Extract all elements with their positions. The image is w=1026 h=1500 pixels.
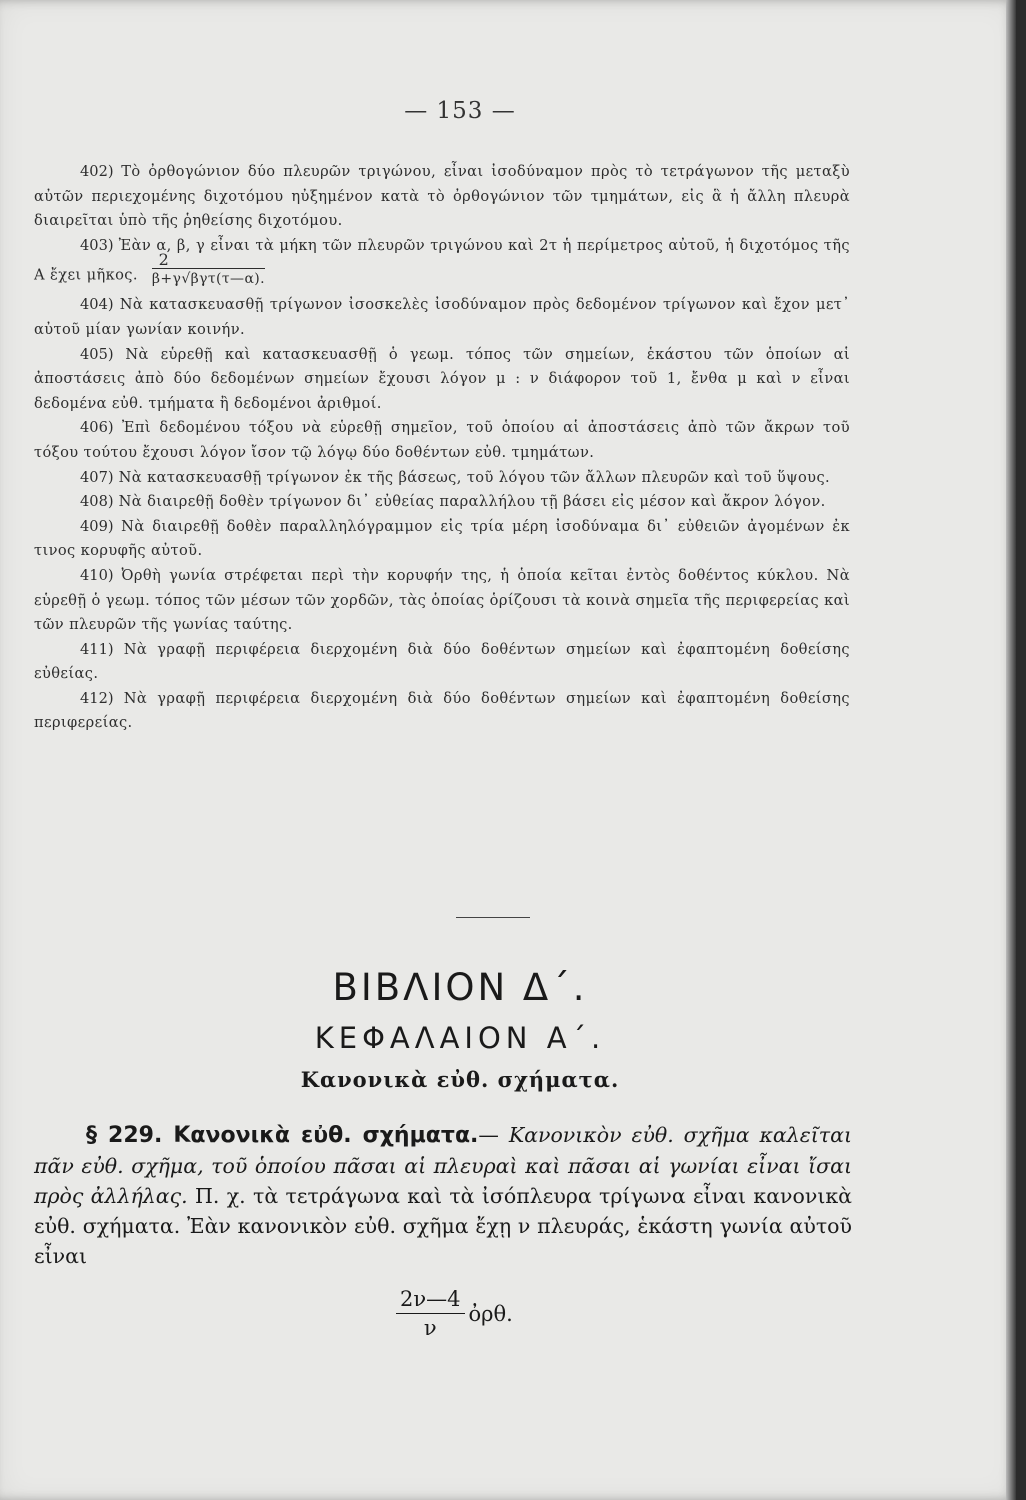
- exercise-403: [34, 234, 850, 294]
- exercise-number: 409): [80, 517, 114, 535]
- section-text: Π. χ. τὰ τετράγωνα καὶ τὰ ἰσόπλευρα τρίγωνα εἶναι κανονικὰ εὐθ. σχήματα. Ἐὰν κανονικὸν εὐθ. σχῆμα ἔχῃ ν πλευράς, ἑκάστη γωνία αὐτοῦ εἶναι: [34, 1184, 853, 1268]
- angle-formula-numerator: 2ν—4: [396, 1287, 465, 1314]
- exercise-text: Νὰ γραφῇ περιφέρεια διερχομένη διὰ δύο δοθέντων σημείων καὶ ἐφαπτομένη δοθείσης εὐθείας.: [34, 640, 850, 683]
- exercise-408: [34, 490, 850, 515]
- exercise-411: [34, 638, 850, 687]
- section-heading: § 229. Κανονικὰ εὐθ. σχήματα.: [86, 1123, 479, 1148]
- exercise-number: 405): [80, 345, 114, 363]
- bisector-length-formula: [152, 252, 265, 287]
- exercise-text: Νὰ κατασκευασθῇ τρίγωνον ἐκ τῆς βάσεως, τοῦ λόγου τῶν ἄλλων πλευρῶν καὶ τοῦ ὕψους.: [118, 468, 831, 486]
- exercise-412: [34, 687, 850, 736]
- book-title: ΒΙΒΛΙΟΝ Δ΄.: [332, 966, 588, 1009]
- page-edge-shadow: [1006, 0, 1016, 1500]
- exercise-407: [34, 466, 850, 491]
- section-229: [34, 1120, 852, 1271]
- exercise-number: 403): [80, 236, 114, 254]
- exercise-text: Τὸ ὀρθογώνιον δύο πλευρῶν τριγώνου, εἶναι ἰσοδύναμον πρὸς τὸ τετράγωνον τῆς μεταξὺ αὐτῶν περιεχομένης διχοτόμου ηὐξημένον κατὰ τὸ ὀρθογώνιον τῶν τμημάτων, εἰς ἃ ἡ ἄλλη πλευρὰ διαιρεῖται ὑπὸ τῆς ῥηθείσης διχοτόμου.: [34, 163, 850, 230]
- exercise-text: Νὰ διαιρεθῇ δοθὲν παραλληλόγραμμον εἰς τρία μέρη ἰσοδύναμα δι᾽ εὐθειῶν ἀγομένων ἐκ τινος κορυφῆς αὐτοῦ.: [34, 517, 850, 560]
- exercise-number: 407): [80, 468, 114, 486]
- exercise-number: 402): [80, 163, 114, 180]
- exercise-402: [34, 160, 850, 234]
- section-definition: Κανονικὸν εὐθ. σχῆμα καλεῖται πᾶν εὐθ. σχῆμα, τοῦ ὁποίου πᾶσαι αἱ πλευραὶ καὶ πᾶσαι αἱ γωνίαι εἶναι ἴσαι πρὸς ἀλλήλας.: [34, 1123, 852, 1208]
- exercise-list: [34, 160, 850, 736]
- exercise-406: [34, 416, 850, 465]
- exercise-text: Ὀρθὴ γωνία στρέφεται περὶ τὴν κορυφήν της, ἡ ὁποία κεῖται ἐντὸς δοθέντος κύκλου. Νὰ εὑρεθῇ ὁ γεωμ. τόπος τῶν μέσων τῶν χορδῶν, τὰς ὁποίας ὁρίζουσι τὰ κοινὰ σημεῖα τῆς περιφερείας καὶ τῶν πλευρῶν τῆς γωνίας ταύτης.: [34, 566, 850, 634]
- chapter-title: ΚΕΦΑΛΑΙΟΝ Α΄.: [314, 1021, 606, 1055]
- exercise-number: 404): [80, 296, 114, 314]
- formula-denominator: β+γ√βγτ(τ—α).: [152, 268, 265, 287]
- exercise-number: 406): [80, 419, 114, 437]
- exercise-number: 410): [80, 566, 114, 584]
- exercise-404: [34, 293, 850, 342]
- section-paragraph: [34, 1120, 852, 1271]
- angle-formula-unit: ὀρθ.: [468, 1301, 513, 1326]
- angle-formula-denominator: ν: [423, 1316, 437, 1340]
- formula-numerator: 2: [158, 250, 170, 270]
- exercise-text: Νὰ κατασκευασθῇ τρίγωνον ἰσοσκελὲς ἰσοδύναμον πρὸς δεδομένον τρίγωνον καὶ ἔχον μετ᾽ αὐτοῦ μίαν γωνίαν κοινήν.: [34, 296, 850, 338]
- exercise-text: Ἐπὶ δεδομένου τόξου νὰ εὑρεθῇ σημεῖον, τοῦ ὁποίου αἱ ἀποστάσεις ἀπὸ τῶν ἄκρων τοῦ τόξου τούτου ἔχουσι λόγον ἴσον τῷ λόγῳ δύο δοθέντων εὐθ. τμημάτων.: [34, 419, 850, 461]
- exercise-text: Νὰ εὑρεθῇ καὶ κατασκευασθῇ ὁ γεωμ. τόπος τῶν σημείων, ἑκάστου τῶν ὁποίων αἱ ἀποστάσεις ἀπὸ δύο δεδομένων σημείων ἔχουσι λόγον μ : ν διάφορον τοῦ 1, ἔνθα μ καὶ ν εἶναι δεδομένα εὐθ. τμήματα ἢ δεδομένοι ἀριθμοί.: [34, 345, 851, 412]
- exercise-number: 412): [80, 689, 114, 707]
- exercise-410: [34, 564, 850, 638]
- exercise-409: [34, 515, 850, 564]
- exercise-405: [34, 343, 850, 417]
- section-divider: [456, 917, 530, 918]
- angle-formula: [396, 1287, 513, 1340]
- exercise-number: 411): [80, 640, 114, 658]
- exercise-text: Νὰ διαιρεθῇ δοθὲν τρίγωνον δι᾽ εὐθείας παραλλήλου τῇ βάσει εἰς μέσον καὶ ἄκρον λόγον.: [118, 493, 826, 511]
- exercise-number: 408): [80, 493, 114, 511]
- exercise-text: Νὰ γραφῇ περιφέρεια διερχομένη διὰ δύο δοθέντων σημείων καὶ ἐφαπτομένη δοθείσης περιφερείας.: [34, 689, 850, 732]
- angle-fraction: [396, 1287, 465, 1340]
- page-number: — 153 —: [404, 98, 516, 124]
- section-dash: —: [478, 1123, 509, 1147]
- exercise-text: Ἐὰν α, β, γ εἶναι τὰ μήκη τῶν πλευρῶν τριγώνου καὶ 2τ ἡ περίμετρος αὐτοῦ, ἡ διχοτόμος τῆς Α ἔχει μῆκος.: [34, 236, 850, 284]
- section-subtitle: Κανονικὰ εὐθ. σχήματα.: [300, 1067, 620, 1092]
